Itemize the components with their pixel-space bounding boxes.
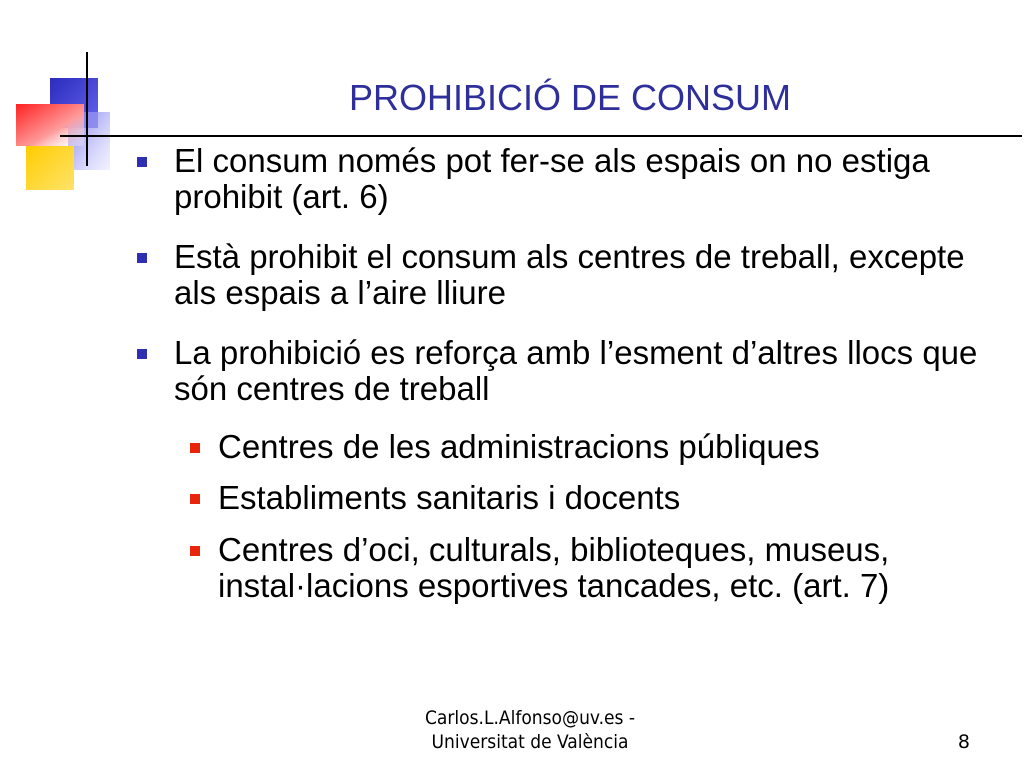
sub-bullet-item: Centres de les administracions públiques [218,428,820,465]
square-bullet-icon [137,349,147,359]
sub-bullet-item: Establiments sanitaris i docents [218,479,681,516]
square-sub-bullet-icon [190,494,200,504]
slide-title: PROHIBICIÓ DE CONSUM [348,77,792,118]
square-bullet-icon [137,253,147,263]
bullet-item: Està prohibit el consum als centres de treball, excepte als espais a l’aire lliure [174,238,965,311]
bullet-item: El consum només pot fer-se als espais on no estiga prohibit (art. 6) [174,142,930,215]
bullet-item: La prohibició es reforça amb l’esment d’altres llocs que són centres de treball [174,334,978,407]
footer-email: Carlos.L.Alfonso@uv.es - [424,707,636,729]
footer-institution: Universitat de València [431,731,629,753]
sub-bullet-item: Centres d’oci, culturals, biblioteques, museus, instal·lacions esportives tancades, etc. (art. 7) [218,531,890,604]
square-sub-bullet-icon [190,546,200,556]
page-number: 8 [957,731,970,753]
footer-author [380,706,680,754]
square-sub-bullet-icon [190,443,200,453]
square-bullet-icon [137,157,147,167]
